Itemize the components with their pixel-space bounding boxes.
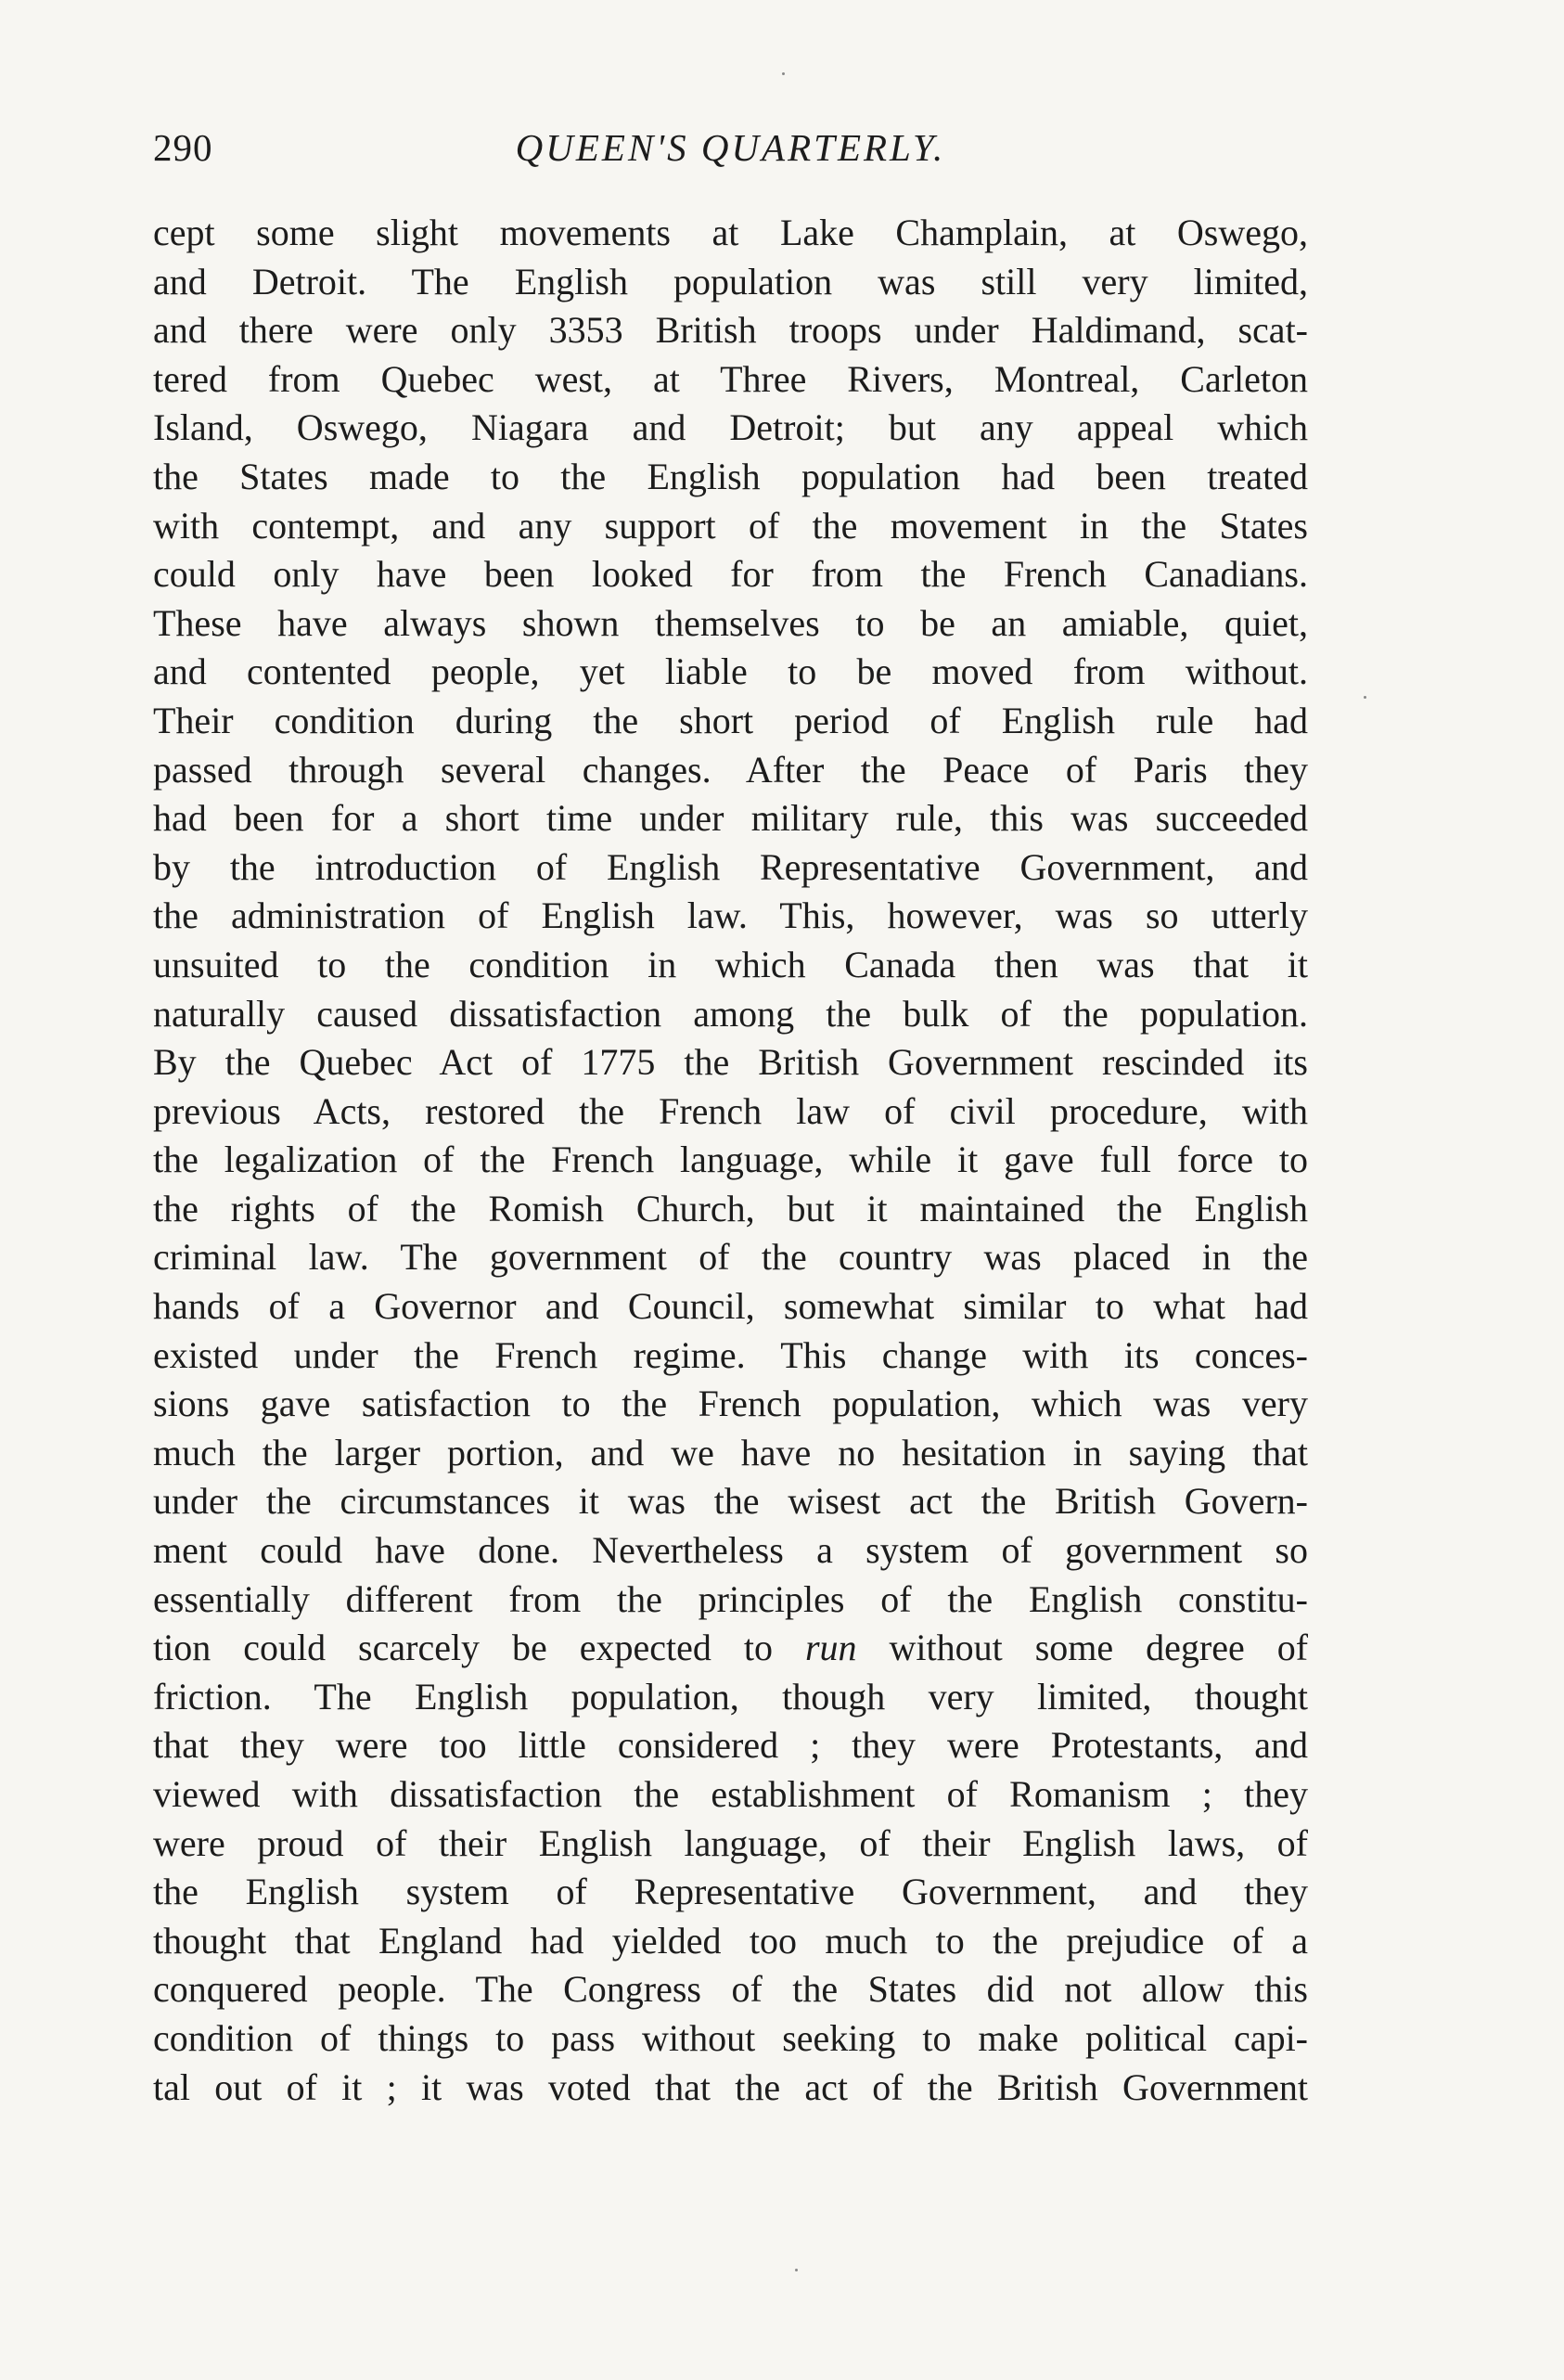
text-line: ment could have done. Nevertheless a system of government so (153, 1529, 1308, 1572)
text-line: naturally caused dissatisfaction among the bulk of the population. (153, 992, 1308, 1035)
body-text (153, 209, 1308, 2112)
text-line: and Detroit. The English population was still very limited, (153, 260, 1308, 302)
text-line: essentially different from the principles of the English constitu- (153, 1577, 1308, 1620)
text-line: under the circumstances it was the wisest act the British Govern- (153, 1480, 1308, 1523)
text-line: Island, Oswego, Niagara and Detroit; but any appeal which (153, 406, 1308, 449)
page-number: 290 (153, 126, 213, 169)
running-head: QUEEN'S QUARTERLY. (515, 126, 946, 169)
text-line: had been for a short time under military rule, this was succeeded (153, 797, 1308, 840)
text-line: These have always shown themselves to be an amiable, quiet, (153, 601, 1308, 644)
text-line: passed through several changes. After the Peace of Paris they (153, 748, 1308, 791)
text-line: by the introduction of English Representative Government, and (153, 845, 1308, 888)
text-line: and there were only 3353 British troops under Haldimand, scat- (153, 309, 1308, 352)
text-line-with-italic (153, 1624, 1308, 1673)
text-segment: without some degree of (889, 1627, 1308, 1669)
text-segment: tion could scarcely be expected to (153, 1627, 773, 1669)
text-line: cept some slight movements at Lake Champlain, at Oswego, (153, 212, 1308, 253)
text-line: the rights of the Romish Church, but it maintained the English (153, 1187, 1308, 1229)
text-line: were proud of their English language, of their English laws, of (153, 1821, 1308, 1864)
text-line: with contempt, and any support of the movement in the States (153, 504, 1308, 547)
text-line: By the Quebec Act of 1775 the British Government rescinded its (153, 1041, 1308, 1084)
text-line: that they were too little considered ; they were Protestants, and (153, 1724, 1308, 1767)
text-line: unsuited to the condition in which Canada then was that it (153, 943, 1308, 985)
text-line: the English system of Representative Government, and they (153, 1871, 1308, 1913)
text-line: hands of a Governor and Council, somewhat similar to what had (153, 1285, 1308, 1328)
text-line: thought that England had yielded too much to the prejudice of a (153, 1919, 1308, 1962)
italic-word: run (804, 1627, 857, 1669)
text-line: criminal law. The government of the country was placed in the (153, 1236, 1308, 1279)
paper-speck (1364, 696, 1366, 699)
page-header (153, 125, 1308, 181)
text-line: condition of things to pass without seeking to make political capi- (153, 2016, 1308, 2059)
text-line: and contented people, yet liable to be moved from without. (153, 650, 1308, 693)
text-line: tal out of it ; it was voted that the act of the British Government (153, 2065, 1308, 2108)
text-line: could only have been looked for from the French Canadians. (153, 553, 1308, 596)
text-line: much the larger portion, and we have no hesitation in saying that (153, 1431, 1308, 1473)
text-line: previous Acts, restored the French law of civil procedure, with (153, 1089, 1308, 1132)
text-line: existed under the French regime. This change with its conces- (153, 1333, 1308, 1376)
text-line: viewed with dissatisfaction the establishment of Romanism ; they (153, 1773, 1308, 1815)
paper-speck (795, 2269, 798, 2271)
text-line: tered from Quebec west, at Three Rivers, Montreal, Carleton (153, 357, 1308, 400)
text-line: sions gave satisfaction to the French population, which was very (153, 1383, 1308, 1425)
text-line: the legalization of the French language, while it gave full force to (153, 1139, 1308, 1181)
text-line: conquered people. The Congress of the States did not allow this (153, 1968, 1308, 2011)
text-line: Their condition during the short period of English rule had (153, 699, 1308, 741)
paper-speck (782, 72, 785, 75)
text-line: the administration of English law. This, however, was so utterly (153, 894, 1308, 937)
text-line: friction. The English population, though very limited, thought (153, 1675, 1308, 1717)
text-line: the States made to the English population had been treated (153, 455, 1308, 497)
